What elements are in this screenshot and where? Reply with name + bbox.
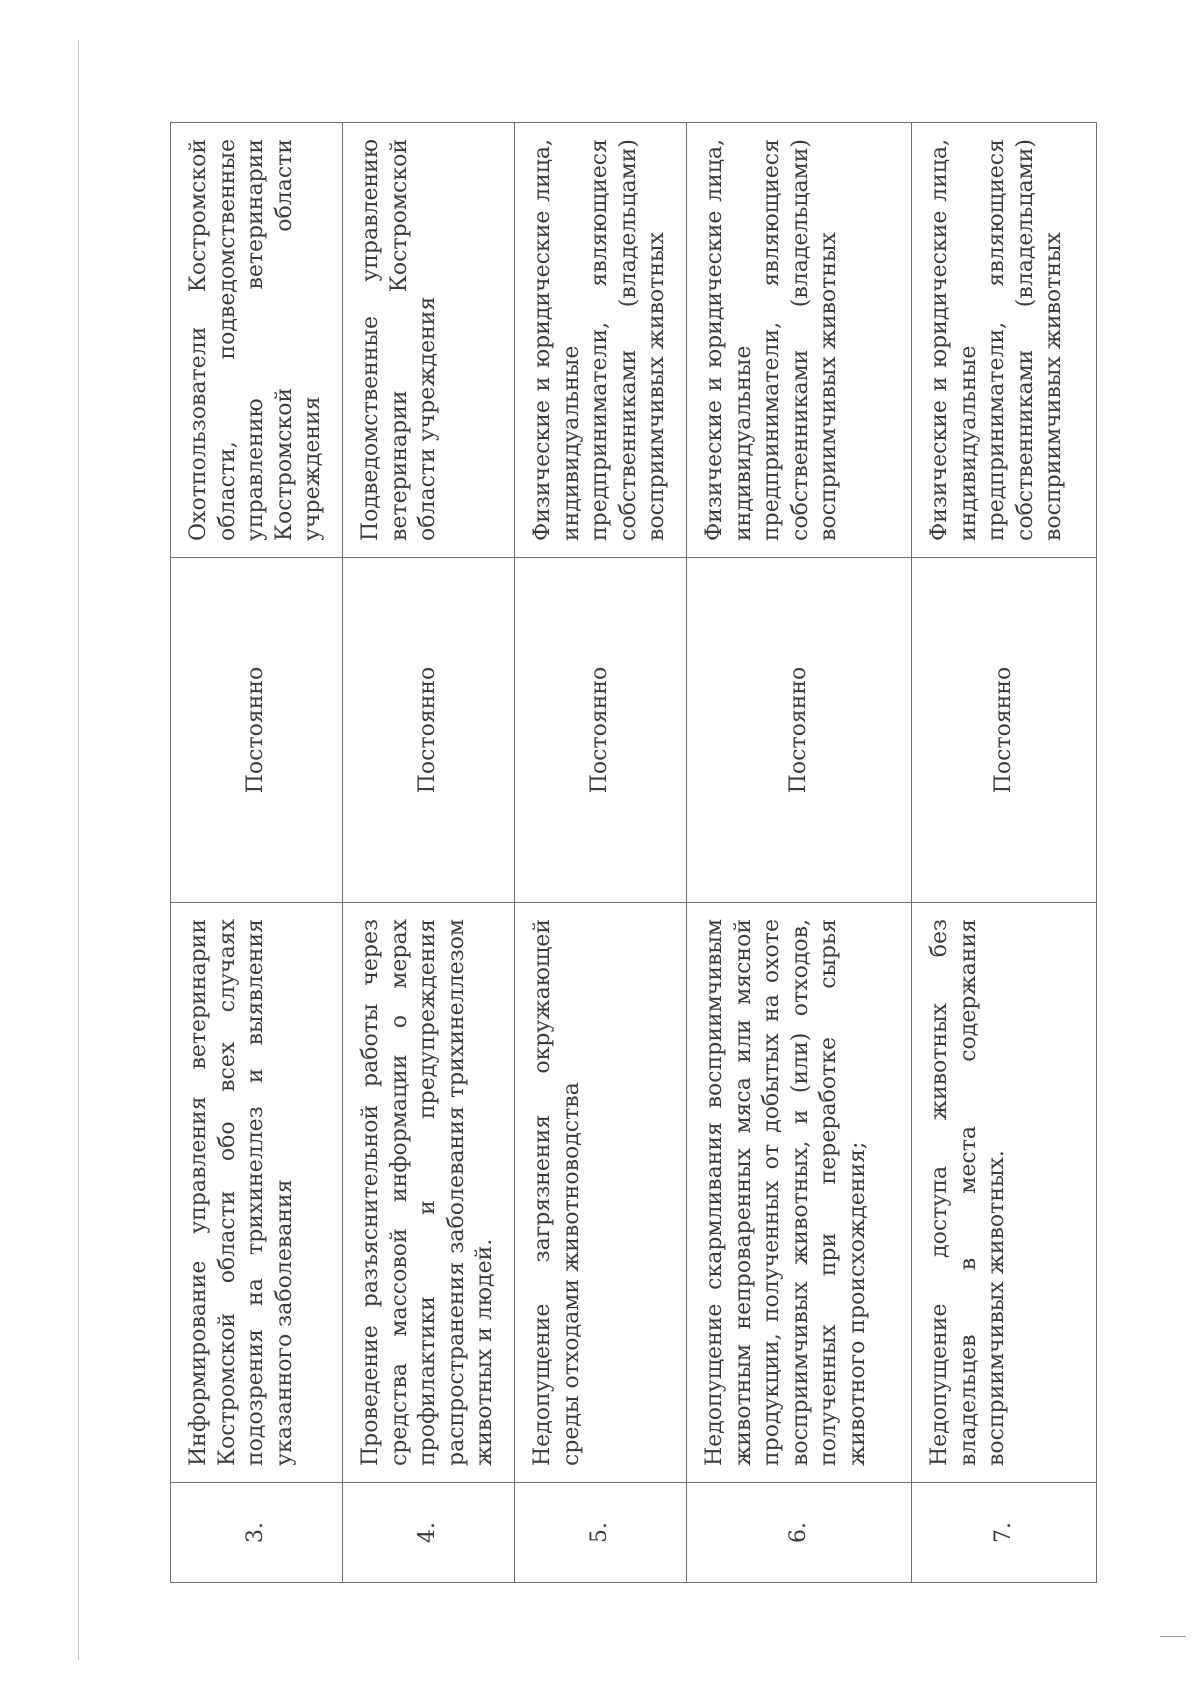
- responsible-text: Охотпользователи Костромской области, подведомственные управлению ветеринарии Костромской области учреждения: [171, 123, 343, 558]
- responsible-text: Физические и юридические лица, индивидуальные предприниматели, являющиеся собственниками (владельцами) восприимчивых животных: [514, 123, 686, 558]
- row-number: 6.: [686, 1483, 911, 1583]
- binding-edge-line: [78, 40, 79, 1660]
- measure-text: Информирование управления ветеринарии Костромской области обо всех случаях подозрения на трихинеллез и выявления указанного заболевания: [171, 903, 343, 1483]
- term-text: Постоянно: [171, 558, 343, 903]
- responsible-text: Физические и юридические лица, индивидуальные предприниматели, являющиеся собственниками (владельцами) восприимчивых животных: [686, 123, 911, 558]
- table-row: [911, 123, 1096, 1583]
- measure-text: Недопущение загрязнения окружающей среды отходами животноводства: [514, 903, 686, 1483]
- table-row: [171, 123, 343, 1583]
- measure-text: Недопущение скармливания восприимчивым животным непроваренных мяса или мясной продукции, полученных от добытых на охоте восприимчивых животных, и (или) отходов, полученных при переработке сырья животного происхождения;: [686, 903, 911, 1483]
- term-text: Постоянно: [911, 558, 1096, 903]
- row-number: 5.: [514, 1483, 686, 1583]
- table-row: [342, 123, 514, 1583]
- table-row: [686, 123, 911, 1583]
- term-text: Постоянно: [514, 558, 686, 903]
- scan-mark: [1160, 1636, 1186, 1637]
- row-number: 7.: [911, 1483, 1096, 1583]
- measure-text: Недопущение доступа животных без владельцев в места содержания восприимчивых животных.: [911, 903, 1096, 1483]
- responsible-text: Физические и юридические лица, индивидуальные предприниматели, являющиеся собственниками (владельцами) восприимчивых животных: [911, 123, 1096, 558]
- row-number: 4.: [342, 1483, 514, 1583]
- responsible-text: Подведомственные управлению ветеринарии Костромской области учреждения: [342, 123, 514, 558]
- row-number: 3.: [171, 1483, 343, 1583]
- measures-table: [170, 122, 1097, 1583]
- table-row: [514, 123, 686, 1583]
- term-text: Постоянно: [686, 558, 911, 903]
- measure-text: Проведение разъяснительной работы через средства массовой информации о мерах профилактики и предупреждения распространения заболевания трихинеллезом животных и людей.: [342, 903, 514, 1483]
- term-text: Постоянно: [342, 558, 514, 903]
- measures-table-rotated: [170, 123, 1067, 1583]
